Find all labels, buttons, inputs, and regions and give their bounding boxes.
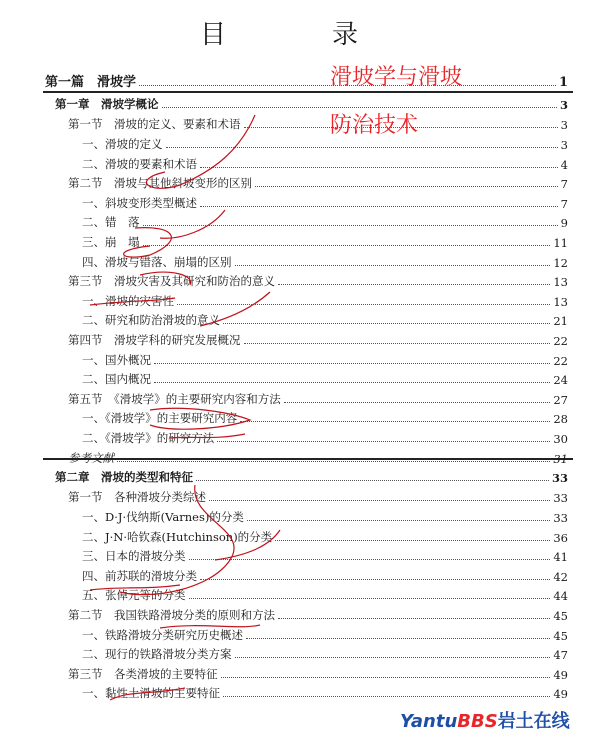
toc-subsection-entry <box>82 644 568 662</box>
leader-dots <box>143 225 558 226</box>
toc-page-number: 9 <box>560 216 568 231</box>
toc-label: 第五节 《滑坡学》的主要研究内容和方法 <box>68 391 281 406</box>
toc-part-entry <box>45 72 568 90</box>
leader-dots <box>117 461 550 462</box>
section-divider <box>43 91 573 93</box>
toc-page-number: 22 <box>553 353 568 368</box>
toc-label: 一、《滑坡学》的主要研究内容 <box>82 411 238 426</box>
toc-page-number: 45 <box>553 628 568 643</box>
toc-subsection-entry <box>82 408 568 426</box>
leader-dots <box>189 559 551 560</box>
toc-subsection-entry <box>82 683 568 701</box>
leader-dots <box>240 421 550 422</box>
toc-label: 参考文献 <box>68 450 114 465</box>
toc-subsection-entry <box>82 350 568 368</box>
leader-dots <box>200 167 558 168</box>
toc-label: 二、国内概况 <box>82 372 151 387</box>
toc-label: 一、铁路滑坡分类研究历史概述 <box>82 627 243 642</box>
leader-dots <box>200 579 550 580</box>
toc-subsection-entry <box>82 585 568 603</box>
toc-page-number: 44 <box>553 589 568 604</box>
toc-label: 三、日本的滑坡分类 <box>82 549 186 564</box>
toc-page-number: 49 <box>553 687 568 702</box>
toc-page-number: 42 <box>553 569 568 584</box>
toc-references-entry <box>68 448 568 466</box>
toc-label: 一、D·J·伐纳斯(Varnes)的分类 <box>82 510 244 524</box>
leader-dots <box>255 186 558 187</box>
toc-subsection-entry <box>82 154 568 172</box>
toc-page-number: 33 <box>551 471 568 486</box>
toc-label: 二、滑坡的要素和术语 <box>82 156 197 171</box>
toc-label: 四、前苏联的滑坡分类 <box>82 568 197 583</box>
toc-section-entry <box>68 487 568 505</box>
leader-dots <box>154 363 550 364</box>
leader-dots <box>244 127 558 128</box>
leader-dots <box>217 441 550 442</box>
toc-label: 第四节 滑坡学科的研究发展概况 <box>68 333 241 347</box>
leader-dots <box>166 147 558 148</box>
toc-page-number: 12 <box>553 255 568 270</box>
leader-dots <box>196 480 549 481</box>
toc-label: 一、国外概况 <box>82 352 151 367</box>
toc-page-number: 41 <box>553 550 568 565</box>
page-title: 目 录 <box>199 20 398 50</box>
toc-subsection-entry <box>82 310 568 328</box>
leader-dots <box>278 618 550 619</box>
toc-page-number: 47 <box>553 648 568 663</box>
toc-subsection-entry <box>82 212 568 230</box>
toc-subsection-entry <box>82 546 568 564</box>
handwritten-annotation-line2: 防治技术 <box>330 113 419 138</box>
toc-label: 一、滑坡的灾害性 <box>82 293 174 308</box>
toc-section-entry <box>68 389 568 407</box>
toc-label: 第二节 我国铁路滑坡分类的原则和方法 <box>68 608 275 622</box>
toc-section-entry <box>68 114 568 132</box>
leader-dots <box>221 677 551 678</box>
toc-chapter-entry <box>55 94 568 112</box>
toc-subsection-entry <box>82 134 568 152</box>
watermark-logo: YantuBBS岩土在线 <box>400 711 570 732</box>
toc-label: 第二章 滑坡的类型和特征 <box>55 470 193 485</box>
leader-dots <box>247 520 551 521</box>
toc-page-number: 3 <box>559 98 568 113</box>
toc-label: 第二节 滑坡与其他斜坡变形的区别 <box>68 176 252 191</box>
toc-label: 一、滑坡的定义 <box>82 137 163 151</box>
toc-page-number: 28 <box>553 412 568 427</box>
toc-subsection-entry <box>82 428 568 446</box>
toc-page-number: 30 <box>553 432 568 446</box>
toc-label: 三、崩 塌 <box>82 235 140 249</box>
toc-subsection-entry <box>82 527 568 545</box>
leader-dots <box>209 500 550 501</box>
leader-dots <box>189 598 551 599</box>
toc-section-entry <box>68 605 568 623</box>
toc-label: 第一篇 滑坡学 <box>45 75 137 90</box>
toc-page-number: 11 <box>553 236 568 250</box>
toc-page-number: 31 <box>553 451 568 466</box>
toc-label: 第三节 各类滑坡的主要特征 <box>68 666 218 681</box>
toc-section-entry <box>68 330 568 348</box>
toc-page-number: 3 <box>560 118 568 133</box>
leader-dots <box>139 85 556 86</box>
toc-subsection-entry <box>82 566 568 584</box>
toc-page-number: 33 <box>553 511 568 525</box>
toc-label: 二、现行的铁路滑坡分类方案 <box>82 647 232 662</box>
toc-subsection-entry <box>82 291 568 309</box>
toc-label: 二、J·N·哈钦森(Hutchinson)的分类 <box>82 529 273 544</box>
leader-dots <box>162 107 557 108</box>
toc-page-number: 1 <box>558 75 568 90</box>
toc-subsection-entry <box>82 507 568 525</box>
leader-dots <box>284 402 551 403</box>
toc-subsection-entry <box>82 252 568 270</box>
toc-label: 一、斜坡变形类型概述 <box>82 195 197 210</box>
toc-page-number: 4 <box>560 157 568 172</box>
leader-dots <box>143 245 551 246</box>
toc-label: 二、研究和防治滑坡的意义 <box>82 313 220 328</box>
toc-subsection-entry <box>82 193 568 211</box>
leader-dots <box>223 696 550 697</box>
toc-label: 二、错 落 <box>82 215 140 230</box>
toc-label: 五、张倬元等的分类 <box>82 588 186 603</box>
toc-page-number: 45 <box>553 609 568 623</box>
toc-page-number: 21 <box>553 314 568 329</box>
leader-dots <box>154 382 550 383</box>
toc-page-number: 33 <box>553 491 568 506</box>
toc-section-entry <box>68 664 568 682</box>
toc-label: 二、《滑坡学》的研究方法 <box>82 431 215 445</box>
toc-section-entry <box>68 173 568 191</box>
toc-page-number: 7 <box>560 196 568 211</box>
leader-dots <box>275 540 550 541</box>
toc-page-number: 22 <box>553 334 568 348</box>
leader-dots <box>223 323 550 324</box>
toc-subsection-entry <box>82 625 568 643</box>
toc-chapter-entry <box>55 467 568 485</box>
toc-label: 一、黏性土滑坡的主要特征 <box>82 686 220 701</box>
toc-page-number: 13 <box>553 275 568 290</box>
leader-dots <box>200 206 558 207</box>
toc-page-number: 7 <box>560 177 568 192</box>
toc-section-entry <box>68 271 568 289</box>
handwritten-annotation-line1: 滑坡学与滑坡 <box>330 65 463 90</box>
toc-page-number: 36 <box>553 530 568 545</box>
leader-dots <box>235 265 551 266</box>
leader-dots <box>278 284 550 285</box>
toc-page-number: 3 <box>560 138 568 152</box>
toc-label: 四、滑坡与错落、崩塌的区别 <box>82 254 232 269</box>
leader-dots <box>244 343 551 344</box>
toc-page-number: 49 <box>553 667 568 682</box>
toc-subsection-entry <box>82 369 568 387</box>
toc-label: 第一章 滑坡学概论 <box>55 97 159 112</box>
toc-label: 第三节 滑坡灾害及其研究和防治的意义 <box>68 274 275 289</box>
toc-page-number: 27 <box>553 392 568 407</box>
toc-subsection-entry <box>82 232 568 250</box>
toc-page-number: 24 <box>553 373 568 388</box>
toc-page-number: 13 <box>553 294 568 309</box>
toc-label: 第一节 各种滑坡分类综述 <box>68 490 206 505</box>
leader-dots <box>246 638 550 639</box>
leader-dots <box>235 657 551 658</box>
toc-label: 第一节 滑坡的定义、要素和术语 <box>68 117 241 132</box>
leader-dots <box>177 304 550 305</box>
